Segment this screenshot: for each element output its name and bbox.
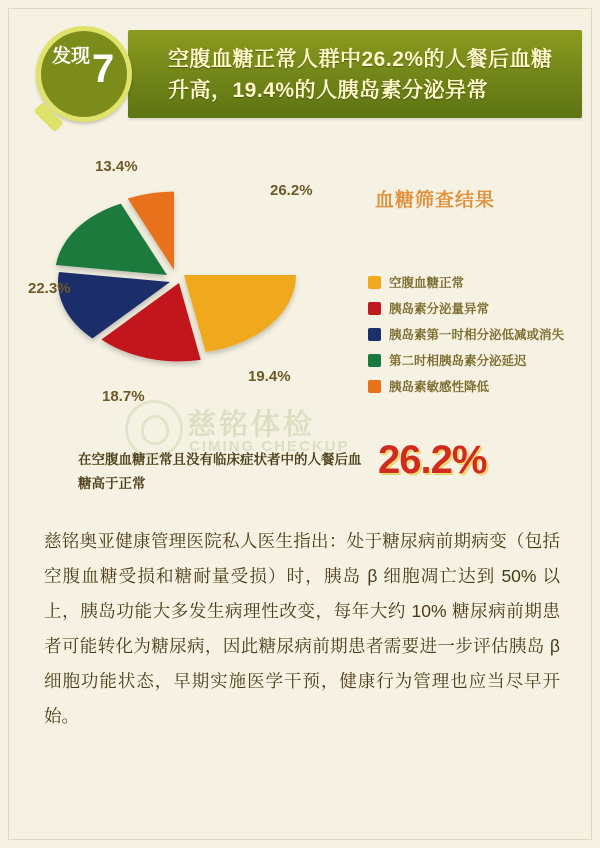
legend-label: 胰岛素第一时相分泌低减或消失	[389, 328, 565, 342]
watermark-cn: 慈铭体检	[187, 409, 316, 441]
legend-item	[368, 325, 582, 343]
magnifier-icon	[36, 26, 132, 122]
legend-item	[368, 299, 582, 317]
highlight-value: 26.2%	[378, 438, 487, 482]
highlight-text: 在空腹血糖正常且没有临床症状者中的人餐后血糖高于正常	[78, 452, 362, 491]
legend-swatch-icon	[368, 328, 381, 341]
badge-number: 7	[92, 47, 115, 91]
pie-label-1: 19.4%	[248, 368, 291, 385]
legend-label: 第二时相胰岛素分泌延迟	[389, 354, 527, 368]
legend-label: 胰岛素敏感性降低	[389, 380, 490, 394]
legend-swatch-icon	[368, 354, 381, 367]
pie-chart	[50, 178, 300, 393]
pie-chart-svg	[50, 178, 300, 393]
chart-section	[20, 140, 580, 455]
pie-label-4: 13.4%	[95, 158, 138, 175]
legend-label: 胰岛素分泌量异常	[389, 302, 490, 316]
header	[18, 22, 582, 126]
legend-item	[368, 377, 582, 395]
legend-item	[368, 351, 582, 369]
legend-label: 空腹血糖正常	[389, 276, 465, 290]
finding-badge	[34, 22, 144, 126]
pie-label-0: 26.2%	[270, 182, 313, 199]
pie-label-3: 22.3%	[28, 280, 71, 297]
header-title: 空腹血糖正常人群中26.2%的人餐后血糖升高，19.4%的人胰岛素分泌异常	[168, 48, 553, 102]
highlight-block	[60, 440, 540, 500]
legend-swatch-icon	[368, 302, 381, 315]
legend-item	[368, 273, 582, 291]
legend-swatch-icon	[368, 276, 381, 289]
body-paragraph: 慈铭奥亚健康管理医院私人医生指出：处于糖尿病前期病变（包括空腹血糖受损和糖耐量受损）时，胰岛 β 细胞凋亡达到 50% 以上，胰岛功能大多发生病理性改变，每年大约 10% 糖尿病前期患者可能转化为糖尿病，因此糖尿病前期患者需要进一步评估胰岛 β 细胞功能状态，早期实施医学干预，健康行为管理也应当尽早开始。	[44, 531, 560, 726]
pie-label-2: 18.7%	[102, 388, 145, 405]
legend-swatch-icon	[368, 380, 381, 393]
chart-title: 血糖筛查结果	[375, 190, 496, 211]
badge-word: 发现	[51, 46, 90, 67]
watermark-en: CIMING CHECKUP	[189, 438, 350, 455]
chart-legend	[368, 273, 582, 403]
